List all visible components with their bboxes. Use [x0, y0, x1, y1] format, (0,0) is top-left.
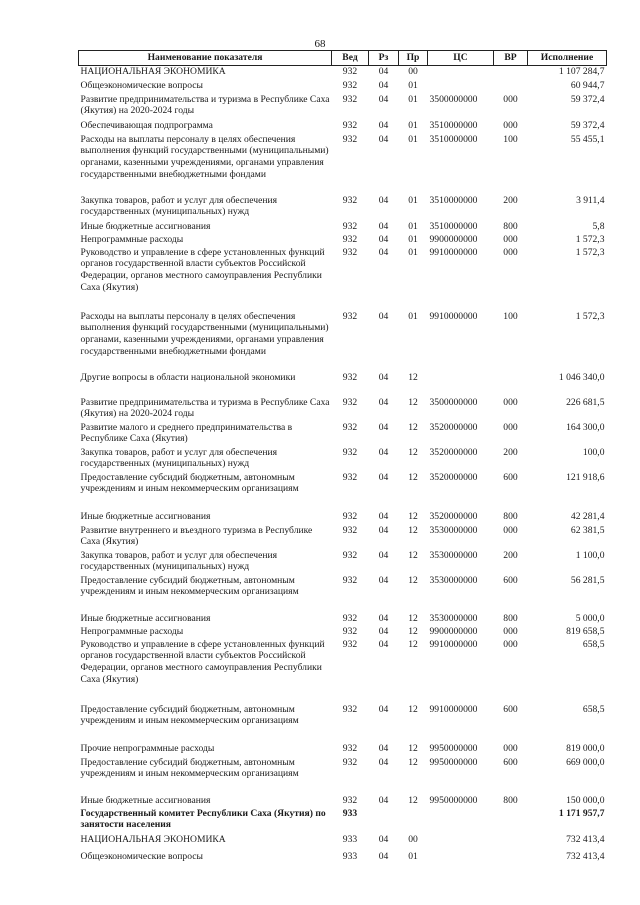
row-ved: 932: [342, 638, 358, 650]
row-vr: 000: [503, 742, 518, 754]
table-row: [79, 195, 607, 221]
row-ved: 933: [342, 850, 358, 862]
row-pr: 12: [408, 524, 418, 536]
row-pr: 01: [408, 119, 418, 131]
row-rz: 04: [378, 574, 389, 586]
row-pr: 01: [408, 246, 418, 258]
row-rz: 04: [378, 625, 389, 637]
row-cs: 3510000000: [429, 133, 478, 145]
row-name: Иные бюджетные ассигнования: [80, 510, 211, 522]
row-rz: 04: [378, 510, 389, 522]
row-pr: 12: [408, 574, 418, 586]
row-rz: 04: [378, 612, 389, 624]
row-vr: 600: [503, 703, 518, 715]
row-vr: [494, 66, 528, 80]
row-vr: 000: [503, 119, 518, 131]
row-ved: 932: [342, 794, 358, 806]
row-pr: 12: [408, 625, 418, 637]
row-name: Предоставление субсидий бюджетным, автономным учреждениям и иным некоммерческим организациям: [80, 471, 299, 495]
row-cs: [428, 80, 494, 94]
row-ved: 932: [342, 246, 358, 258]
row-vr: 800: [503, 794, 518, 806]
row-cs: 3520000000: [429, 471, 478, 483]
row-name: Непрограммные расходы: [80, 625, 184, 637]
row-vr: 200: [503, 549, 518, 561]
row-amount: 59 372,4: [570, 93, 605, 105]
row-vr: 600: [503, 756, 518, 768]
row-rz: 04: [378, 310, 389, 322]
row-ved: 932: [342, 742, 358, 754]
row-pr: 12: [408, 421, 418, 433]
table-row: [79, 613, 607, 626]
table-row: [79, 472, 607, 511]
row-cs: 9910000000: [429, 638, 478, 650]
table-row: [79, 626, 607, 639]
table-body: [79, 66, 607, 865]
row-amount: 1 572,3: [575, 246, 605, 258]
row-amount: 732 413,4: [566, 833, 605, 845]
table-row: [79, 422, 607, 447]
row-pr: 01: [408, 93, 418, 105]
table-row: [79, 120, 607, 134]
row-name: Государственный комитет Республики Саха (Якутия) по занятости населения: [80, 807, 326, 831]
row-cs: 9900000000: [429, 233, 478, 245]
row-name: Закупка товаров, работ и услуг для обеспечения государственных (муниципальных) нужд: [80, 446, 278, 470]
row-pr: 01: [408, 194, 418, 206]
row-name: Развитие внутреннего и въездного туризма в Республике Саха (Якутия): [80, 524, 313, 548]
row-ved: 932: [342, 756, 358, 768]
row-name: Иные бюджетные ассигнования: [80, 794, 211, 806]
row-rz: 04: [378, 446, 389, 458]
row-cs: 9950000000: [429, 794, 478, 806]
row-amount: 1 171 957,7: [558, 807, 605, 819]
row-rz: 04: [378, 742, 389, 754]
row-ved: 933: [342, 833, 358, 845]
row-ved: 932: [342, 79, 358, 91]
row-rz: 04: [378, 850, 389, 862]
row-rz: 04: [378, 756, 389, 768]
row-ved: 932: [342, 612, 358, 624]
row-vr: 000: [503, 233, 518, 245]
row-name: Предоставление субсидий бюджетным, автономным учреждениям и иным некоммерческим организациям: [80, 703, 299, 727]
row-name: Другие вопросы в области национальной экономики: [80, 371, 296, 383]
row-name: Общеэкономические вопросы: [80, 850, 203, 862]
row-amount: 819 658,5: [566, 625, 605, 637]
row-cs: 3520000000: [429, 510, 478, 522]
row-rz: 04: [378, 233, 389, 245]
table-row: [79, 639, 607, 704]
table-row: [79, 795, 607, 808]
row-pr: 12: [408, 742, 418, 754]
row-pr: 12: [408, 549, 418, 561]
row-pr: 12: [408, 371, 418, 383]
row-ved: 932: [342, 446, 358, 458]
row-ved: 932: [342, 371, 358, 383]
row-rz: 04: [378, 66, 389, 77]
row-amount: 5,8: [592, 220, 605, 232]
row-name: Общеэкономические вопросы: [80, 79, 203, 91]
row-vr: 800: [503, 220, 518, 232]
row-vr: 600: [503, 574, 518, 586]
row-name: Закупка товаров, работ и услуг для обеспечения государственных (муниципальных) нужд: [80, 194, 278, 218]
row-vr: 100: [503, 310, 518, 322]
row-ved: 932: [342, 133, 358, 145]
row-rz: 04: [378, 794, 389, 806]
row-ved: 932: [342, 510, 358, 522]
row-vr: 000: [503, 396, 518, 408]
row-ved: 932: [342, 194, 358, 206]
row-amount: 100,0: [582, 446, 605, 458]
row-amount: 55 455,1: [570, 133, 605, 145]
row-amount: 5 000,0: [575, 612, 605, 624]
row-amount: 121 918,6: [566, 471, 605, 483]
row-ved: 932: [342, 220, 358, 232]
row-cs: 9950000000: [429, 742, 478, 754]
row-amount: 819 000,0: [566, 742, 605, 754]
row-rz: 04: [378, 396, 389, 408]
table-row: [79, 134, 607, 195]
row-rz: 04: [378, 703, 389, 715]
row-pr: 12: [408, 446, 418, 458]
row-cs: 9910000000: [429, 310, 478, 322]
row-pr: 01: [408, 233, 418, 245]
row-cs: 3510000000: [429, 220, 478, 232]
row-pr: 01: [408, 850, 418, 862]
row-ved: 932: [342, 310, 358, 322]
table-row: [79, 80, 607, 94]
table-row: [79, 234, 607, 247]
row-cs: [428, 808, 494, 834]
row-pr: 12: [408, 612, 418, 624]
row-amount: 150 000,0: [566, 794, 605, 806]
row-amount: 1 572,3: [575, 233, 605, 245]
row-ved: 932: [342, 93, 358, 105]
row-vr: [494, 372, 528, 397]
row-ved: 932: [342, 471, 358, 483]
row-vr: 000: [503, 93, 518, 105]
table-row: [79, 511, 607, 525]
row-amount: 732 413,4: [566, 850, 605, 862]
row-cs: [428, 851, 494, 865]
row-name: Предоставление субсидий бюджетным, автономным учреждениям и иным некоммерческим организациям: [80, 756, 299, 780]
row-cs: 3520000000: [429, 446, 478, 458]
row-amount: 226 681,5: [566, 396, 605, 408]
row-ved: 932: [342, 119, 358, 131]
row-name: Расходы на выплаты персоналу в целях обеспечения выполнения функций государственными (муниципальными) органами, казенными учреждениями, органами управления государственными внебюджетными фондами: [80, 310, 329, 358]
row-pr: 12: [408, 396, 418, 408]
column-header-amount: Исполнение: [528, 51, 607, 66]
row-cs: 9950000000: [429, 756, 478, 768]
row-rz: 04: [378, 638, 389, 650]
row-vr: 000: [503, 638, 518, 650]
row-pr: 12: [408, 638, 418, 650]
row-rz: 04: [378, 371, 389, 383]
row-cs: 9910000000: [429, 246, 478, 258]
row-rz: [369, 808, 399, 834]
row-cs: 3530000000: [429, 574, 478, 586]
row-ved: 932: [342, 703, 358, 715]
row-pr: 01: [408, 79, 418, 91]
row-pr: 12: [408, 703, 418, 715]
table-row: [79, 525, 607, 550]
row-amount: 62 381,5: [570, 524, 605, 536]
row-cs: 9910000000: [429, 703, 478, 715]
row-vr: 000: [503, 625, 518, 637]
row-cs: [428, 372, 494, 397]
row-vr: 100: [503, 133, 518, 145]
row-pr: 01: [408, 310, 418, 322]
row-vr: 000: [503, 421, 518, 433]
row-amount: 164 300,0: [566, 421, 605, 433]
row-rz: 04: [378, 79, 389, 91]
table-header-row: [79, 51, 607, 66]
row-amount: 658,5: [582, 703, 605, 715]
row-amount: 42 281,4: [570, 510, 605, 522]
table-row: [79, 447, 607, 472]
table-row: [79, 808, 607, 834]
row-ved: 932: [342, 574, 358, 586]
table-row: [79, 550, 607, 575]
row-name: Закупка товаров, работ и услуг для обеспечения государственных (муниципальных) нужд: [80, 549, 278, 573]
row-rz: 04: [378, 93, 389, 105]
row-rz: 04: [378, 119, 389, 131]
row-rz: 04: [378, 549, 389, 561]
row-vr: 200: [503, 446, 518, 458]
row-name: НАЦИОНАЛЬНАЯ ЭКОНОМИКА: [80, 66, 226, 77]
table-row: [79, 575, 607, 613]
row-name: Непрограммные расходы: [80, 233, 184, 245]
row-name: Развитие малого и среднего предпринимательства в Республике Саха (Якутия): [80, 421, 293, 445]
table-row: [79, 94, 607, 120]
row-pr: 12: [408, 471, 418, 483]
row-vr: 000: [503, 246, 518, 258]
row-amount: 1 107 284,7: [558, 66, 605, 77]
row-name: Предоставление субсидий бюджетным, автономным учреждениям и иным некоммерческим организациям: [80, 574, 299, 598]
row-rz: 04: [378, 471, 389, 483]
row-vr: 800: [503, 510, 518, 522]
row-amount: 658,5: [582, 638, 605, 650]
table-row: [79, 311, 607, 372]
table-row: [79, 247, 607, 311]
column-header-vr: ВР: [494, 51, 528, 66]
row-vr: [494, 851, 528, 865]
row-cs: 3500000000: [429, 93, 478, 105]
row-ved: 932: [342, 396, 358, 408]
row-pr: 01: [408, 133, 418, 145]
row-vr: [494, 834, 528, 851]
row-rz: 04: [378, 220, 389, 232]
row-ved: 932: [342, 524, 358, 536]
row-cs: 3500000000: [429, 396, 478, 408]
row-name: Развитие предпринимательства и туризма в Республике Саха (Якутия) на 2020-2024 годы: [80, 93, 330, 117]
row-pr: 00: [408, 66, 418, 77]
page-number: 68: [314, 38, 326, 50]
row-rz: 04: [378, 133, 389, 145]
row-cs: 3530000000: [429, 524, 478, 536]
row-cs: 3510000000: [429, 119, 478, 131]
row-vr: 000: [503, 524, 518, 536]
row-name: НАЦИОНАЛЬНАЯ ЭКОНОМИКА: [80, 833, 226, 845]
row-rz: 04: [378, 421, 389, 433]
row-cs: 3520000000: [429, 421, 478, 433]
row-rz: 04: [378, 194, 389, 206]
row-ved: 932: [342, 549, 358, 561]
row-amount: 669 000,0: [566, 756, 605, 768]
table-row: [79, 851, 607, 865]
row-ved: 932: [342, 66, 358, 77]
row-rz: 04: [378, 524, 389, 536]
row-pr: [399, 808, 428, 834]
row-amount: 3 911,4: [576, 194, 605, 206]
row-vr: 800: [503, 612, 518, 624]
row-pr: 01: [408, 220, 418, 232]
row-name: Расходы на выплаты персоналу в целях обеспечения выполнения функций государственными (муниципальными) органами, казенными учреждениями, органами управления государственными внебюджетными фондами: [80, 133, 329, 181]
row-cs: [428, 66, 494, 80]
row-name: Обеспечивающая подпрограмма: [80, 119, 213, 131]
row-cs: 3510000000: [429, 194, 478, 206]
row-pr: 12: [408, 794, 418, 806]
table-row: [79, 834, 607, 851]
column-header-ved: Вед: [332, 51, 369, 66]
table-row: [79, 372, 607, 397]
row-amount: 1 046 340,0: [558, 371, 605, 383]
row-ved: 932: [342, 233, 358, 245]
row-cs: 9900000000: [429, 625, 478, 637]
row-rz: 04: [378, 833, 389, 845]
row-amount: 56 281,5: [570, 574, 605, 586]
column-header-name: Наименование показателя: [79, 51, 332, 66]
row-pr: 12: [408, 510, 418, 522]
row-ved: 933: [342, 807, 358, 819]
row-vr: [494, 80, 528, 94]
row-cs: 3530000000: [429, 549, 478, 561]
row-ved: 932: [342, 625, 358, 637]
column-header-rz: Рз: [369, 51, 399, 66]
budget-table: [78, 50, 607, 865]
row-vr: [494, 808, 528, 834]
row-name: Руководство и управление в сфере установленных функций органов государственной власти субъектов Российской Федерации, органов местного самоуправления Республики Саха (Якутия): [80, 638, 325, 686]
row-amount: 60 944,7: [570, 79, 605, 91]
table-row: [79, 743, 607, 757]
row-rz: 04: [378, 246, 389, 258]
table-row: [79, 397, 607, 422]
row-name: Иные бюджетные ассигнования: [80, 220, 211, 232]
table-row: [79, 704, 607, 743]
table-row: [79, 757, 607, 795]
table-row: [79, 66, 607, 80]
row-vr: 200: [503, 194, 518, 206]
table-row: [79, 221, 607, 234]
row-cs: 3530000000: [429, 612, 478, 624]
row-name: Иные бюджетные ассигнования: [80, 612, 211, 624]
row-amount: 59 372,4: [570, 119, 605, 131]
row-name: Руководство и управление в сфере установленных функций органов государственной власти субъектов Российской Федерации, органов местного самоуправления Республики Саха (Якутия): [80, 246, 325, 294]
row-amount: 1 572,3: [575, 310, 605, 322]
column-header-pr: Пр: [399, 51, 428, 66]
row-pr: 12: [408, 756, 418, 768]
row-ved: 932: [342, 421, 358, 433]
row-vr: 600: [503, 471, 518, 483]
row-amount: 1 100,0: [575, 549, 605, 561]
column-header-cs: ЦС: [428, 51, 494, 66]
row-pr: 00: [408, 833, 418, 845]
row-cs: [428, 834, 494, 851]
row-name: Прочие непрограммные расходы: [80, 742, 215, 754]
row-name: Развитие предпринимательства и туризма в Республике Саха (Якутия) на 2020-2024 годы: [80, 396, 330, 420]
